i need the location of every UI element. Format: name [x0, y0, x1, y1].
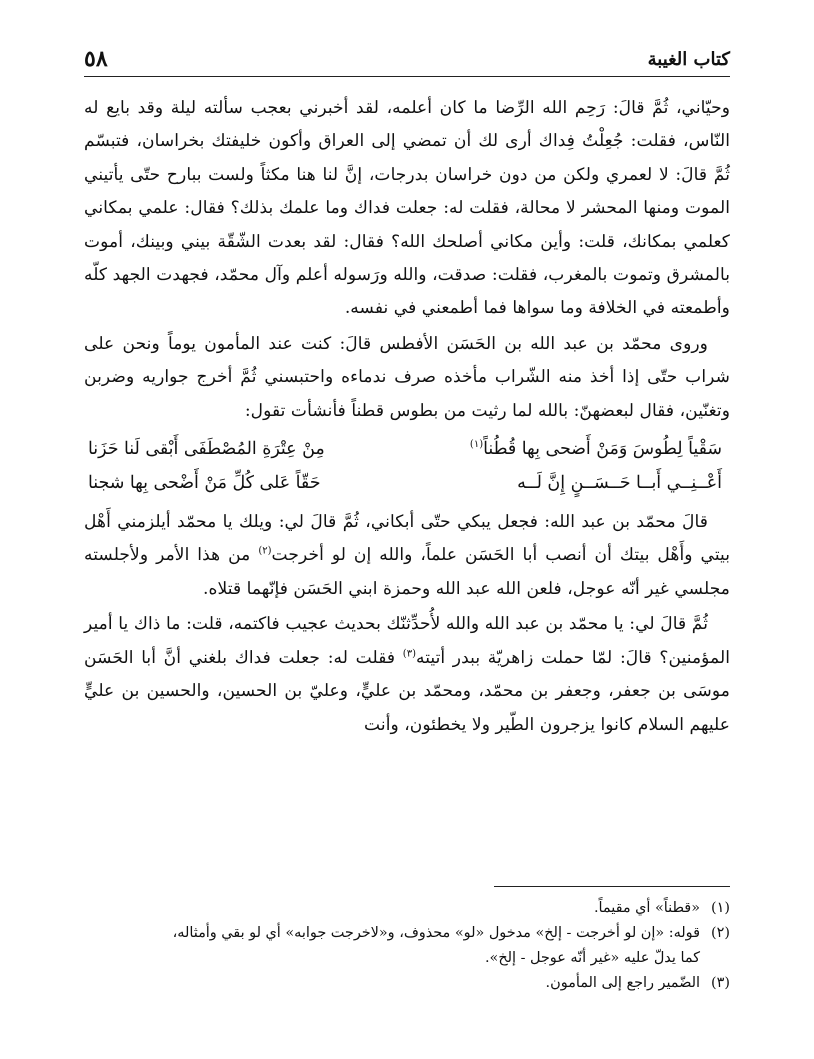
paragraph-text: قالَ محمّد بن عبد الله: فجعل يبكي حتّى أبكاني، ثُمَّ قالَ لي: ويلك يا محمّد أيلزمني أَهْل بيتي وأَهْل بيتك أن أنصب أبا الحَسَن علماً، والله إن لو أخرجت	[84, 512, 730, 566]
footnote-ref: (١)	[469, 439, 484, 451]
footnote	[84, 971, 730, 996]
footnote-ref: (٢)	[258, 545, 272, 557]
paragraph	[84, 608, 730, 742]
verse-line	[84, 466, 730, 500]
footnote-ref: (٣)	[402, 647, 416, 659]
paragraph-text: ثُمَّ قالَ لي: يا محمّد بن عبد الله والله لأُحدِّثنّك بحديث عجيب فاكتمه، قلت: ما ذاك يا أمير المؤمنين؟ قالَ: لمّا حملت زاهريّة ببدر أتيته	[84, 614, 730, 668]
paragraph: وحيّاني، ثُمَّ قالَ: رَحِم الله الرِّضا ما كان أعلمه، لقد أخبرني بعجب سألته ليلة وقد بايع له النّاس، فقلت: جُعِلْتُ فِداك أرى لك أن تمضي إلى العراق وأكون خليفتك بخراسان، فتبسّم ثُمَّ قالَ: لا لعمري ولكن من دون خراسان بدرجات، إنَّ لنا هنا مكثاً ولست ببارح حتّى يأتيني الموت ومنها المحشر لا محالة، فقلت له: جعلت فداك وما علمك بذلك؟ فقال: علمي بمكاني كعلمي بمكانك، قلت: وأين مكاني أصلحك الله؟ فقال: لقد بعدت الشّقّة بيني وبينك، أموت بالمشرق وتموت بالمغرب، فقلت: صدقت، والله ورَسوله أعلم وآل محمّد، فجهدت الجهد كلّه وأطمعته في الخلافة وما سواها فما أطمعني في نفسه.	[84, 98, 730, 319]
paragraph	[84, 506, 730, 606]
poem	[84, 432, 730, 500]
footnote-number: (٣)	[711, 975, 730, 991]
book-title: كتاب الغيبة	[647, 49, 730, 70]
footnote-text: قوله: «إن لو أخرجت - إلخ» مدخول «لو» محذوف، و«لاخرجت جوابه» أي لو بقي وأمثاله،	[172, 925, 700, 941]
footnote	[84, 896, 730, 921]
footnotes	[84, 896, 730, 996]
hemistich	[470, 432, 722, 466]
page-number: ٥٨	[84, 46, 108, 72]
hemistich: أَعْــنِــي أَبــا حَــسَــنٍ إِنَّ لَــه	[517, 473, 722, 494]
footnote	[84, 921, 730, 946]
hemistich-text: سَقْياً لِطُوسَ وَمَنْ أَضحى بِها قُطُناً	[483, 439, 722, 460]
hemistich: حَقّاً عَلى كُلِّ مَنْ أَضْحى بِها شجنا	[88, 473, 321, 494]
footnote-number: (٢)	[711, 925, 730, 941]
footnote-continuation: كما يدلّ عليه «غير أنّه عوجل - إلخ».	[484, 950, 700, 966]
page-header	[84, 36, 730, 77]
paragraph-text: فقلت له: جعلت فداك بلغني أنَّ أبا الحَسَن موسَى بن جعفر، وجعفر بن محمّد، ومحمّد بن عليٍّ، وعليّ بن الحسين، والحسين بن عليٍّ عليهم السلام كانوا يزجرون الطّير ولا يخطئون، وأنت	[84, 647, 730, 735]
footnote-text: «قطناً» أي مقيماً.	[593, 900, 700, 916]
main-text	[84, 92, 730, 742]
paragraph: وروى محمّد بن عبد الله بن الحَسَن الأفطس قالَ: كنت عند المأمون يوماً ونحن على شراب حتّى إذا أخذ منه الشّراب مأخذه صرف ندماءه واحتبسني ثُمَّ أخرج جواريه وضربن وتغنّين، فقال لبعضهنّ: بالله لما رثيت من بطوس قطناً فأنشأت تقول:	[84, 333, 730, 421]
footnote-divider	[494, 886, 730, 887]
paragraph-text: من هذا الأمر ولأجلسته مجلسي غير أنّه عوجل، فلعن الله عبد الله وحمزة ابني الحَسَن فإنّهما قتلاه.	[84, 545, 730, 599]
footnote-text: الضّمير راجع إلى المأمون.	[545, 975, 700, 991]
hemistich: مِنْ عِتْرَةِ المُصْطَفَى أَبْقى لَنا حَزَنا	[88, 439, 325, 460]
footnote-number: (١)	[711, 900, 730, 916]
verse-line	[84, 432, 730, 466]
